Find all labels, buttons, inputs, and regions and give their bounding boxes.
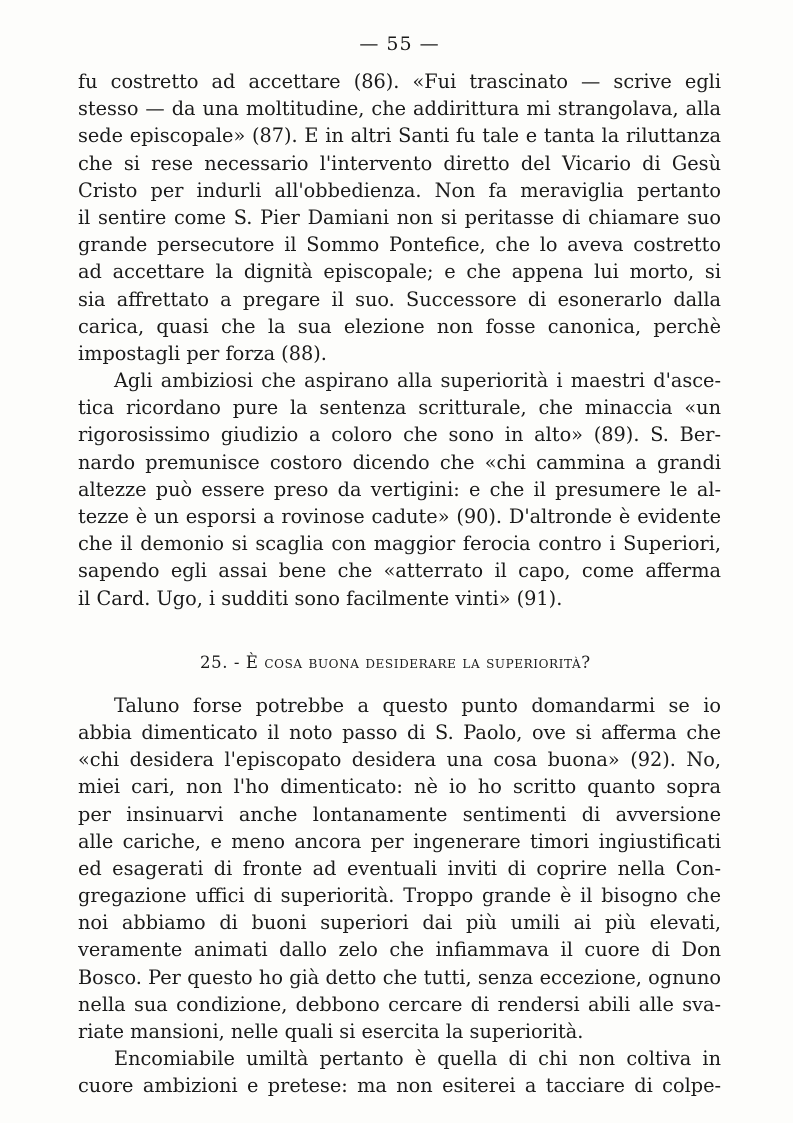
text-line: altezze può essere preso da vertigini: e che il presumere le al- <box>78 477 721 501</box>
text-line: alle cariche, e meno ancora per ingenerare timori ingiustificati <box>78 829 721 853</box>
text-line: Agli ambiziosi che aspirano alla superiorità i maestri d'asce- <box>114 369 721 393</box>
text-line: grande persecutore il Sommo Pontefice, che lo aveva costretto <box>78 233 721 257</box>
text-line: che il demonio si scaglia con maggior ferocia contro i Superiori, <box>78 532 721 556</box>
text-line: che si rese necessario l'intervento diretto del Vicario di Gesù <box>78 151 721 175</box>
text-line: Encomiabile umiltà pertanto è quella di chi non coltiva in <box>114 1047 721 1071</box>
text-line: stesso — da una moltitudine, che addirittura mi strangolava, alla <box>78 97 721 121</box>
text-line: nella sua condizione, debbono cercare di rendersi abili alle sva- <box>78 992 721 1016</box>
text-line: noi abbiamo di buoni superiori dai più umili ai più elevati, <box>78 911 721 935</box>
text-line: miei cari, non l'ho dimenticato: nè io ho scritto quanto sopra <box>78 775 721 799</box>
text-line: carica, quasi che la sua elezione non fosse canonica, perchè <box>78 314 721 338</box>
text-line: rigorosissimo giudizio a coloro che sono in alto» (89). S. Ber- <box>78 423 721 447</box>
text-line: veramente animati dallo zelo che infiammava il cuore di Don <box>78 938 721 962</box>
paragraph-3 <box>78 692 721 1045</box>
text-line: sapendo egli assai bene che «atterrato il capo, come afferma <box>78 559 721 583</box>
section-heading: 25. - È cosa buona desiderare la superiorità? <box>200 652 591 672</box>
text-line: sede episcopale» (87). E in altri Santi fu tale e tanta la riluttanza <box>78 124 721 148</box>
text-line: Cristo per indurli all'obbedienza. Non fa meraviglia pertanto <box>78 178 721 202</box>
text-line: impostagli per forza (88). <box>78 341 327 365</box>
text-line: il Card. Ugo, i sudditi sono facilmente vinti» (91). <box>78 586 563 610</box>
text-line: sia affrettato a pregare il suo. Successore di esonerarlo dalla <box>78 287 721 311</box>
text-line: abbia dimenticato il noto passo di S. Paolo, ove si afferma che <box>78 720 721 744</box>
text-line: gregazione uffici di superiorità. Troppo grande è il bisogno che <box>78 884 721 908</box>
page-number: — 55 — <box>359 33 440 55</box>
paragraph-2 <box>78 367 721 612</box>
text-line: tezze è un esporsi a rovinose cadute» (90). D'altronde è evidente <box>78 505 721 528</box>
text-line: Bosco. Per questo ho già detto che tutti, senza eccezione, ognuno <box>78 965 721 989</box>
paragraph-1 <box>78 68 721 367</box>
page <box>78 30 721 1100</box>
text-line: per insinuarvi anche lontanamente sentimenti di avversione <box>78 802 721 826</box>
text-line: ed esagerati di fronte ad eventuali inviti di coprire nella Con- <box>78 856 721 880</box>
paragraph-4 <box>78 1045 721 1099</box>
text-line: il sentire come S. Pier Damiani non si peritasse di chiamare suo <box>78 205 721 229</box>
text-line: fu costretto ad accettare (86). «Fui trascinato — scrive egli <box>78 70 721 93</box>
text-line: cuore ambizioni e pretese: ma non esiterei a tacciare di colpe- <box>78 1074 721 1098</box>
text-line: riate mansioni, nelle quali si esercita la superiorità. <box>78 1020 584 1043</box>
text-line: ad accettare la dignità episcopale; e che appena lui morto, si <box>78 260 721 284</box>
text-line: «chi desidera l'episcopato desidera una cosa buona» (92). No, <box>78 748 721 772</box>
text-line: tica ricordano pure la sentenza scritturale, che minaccia «un <box>78 396 721 420</box>
text-line: Taluno forse potrebbe a questo punto domandarmi se io <box>114 693 721 717</box>
text-line: nardo premunisce costoro dicendo che «chi cammina a grandi <box>78 450 721 474</box>
